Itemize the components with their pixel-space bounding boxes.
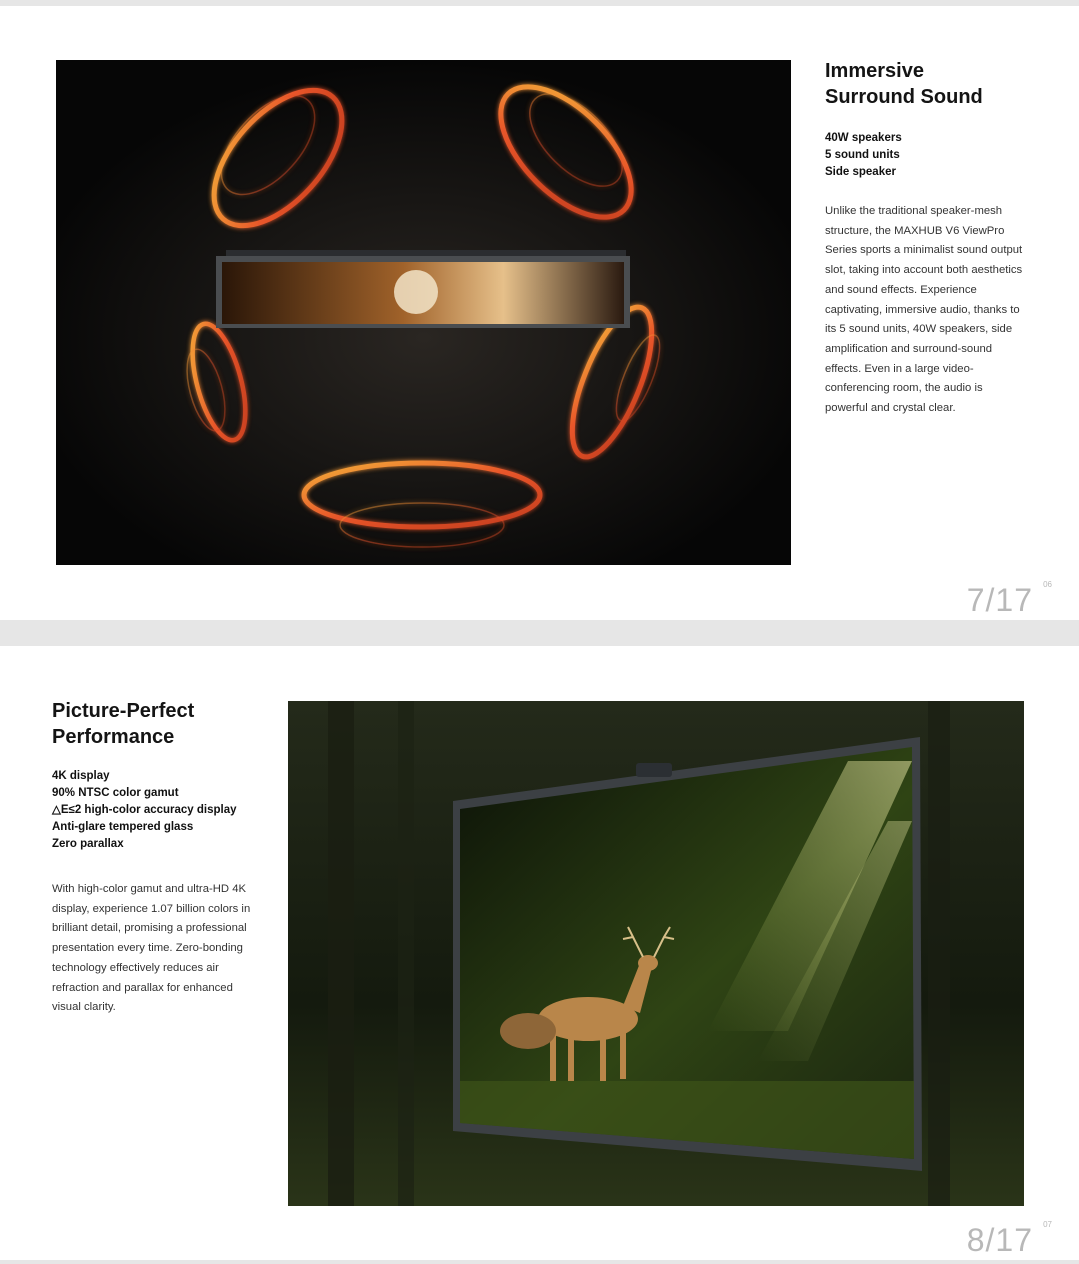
- page-number: 8/17: [966, 1222, 1033, 1258]
- section-title: [52, 698, 282, 750]
- page-code: 07: [1043, 1220, 1052, 1229]
- body-paragraph: Unlike the traditional speaker-mesh structure, the MAXHUB V6 ViewPro Series sports a minimalist sound output slot, taking into account both aesthetics and sound effects. Experience captivating, immersive audio, thanks to its 5 sound units, 40W speakers, side amplification and surround-sound effects. Even in a large video-conferencing room, the audio is powerful and crystal clear.: [825, 205, 1023, 415]
- speaker-sound-rings-image: [56, 60, 791, 565]
- feature-item: 40W speakers: [825, 132, 902, 144]
- feature-list: [825, 130, 902, 181]
- feature-item: 4K display: [52, 770, 110, 782]
- page-code: 06: [1043, 580, 1052, 589]
- title-line: Immersive: [825, 60, 924, 82]
- feature-list: [52, 768, 237, 853]
- feature-item: Anti-glare tempered glass: [52, 821, 194, 833]
- page-number: 7/17: [966, 582, 1033, 618]
- feature-item: Zero parallax: [52, 838, 124, 850]
- section-title: [825, 58, 1055, 110]
- feature-item: Side speaker: [825, 166, 896, 178]
- display-deer-forest-image: [288, 701, 1024, 1206]
- feature-item: 90% NTSC color gamut: [52, 787, 179, 799]
- feature-item: △E≤2 high-color accuracy display: [52, 804, 237, 816]
- title-line: Performance: [52, 726, 175, 748]
- feature-item: 5 sound units: [825, 149, 900, 161]
- document-page-7: [0, 6, 1079, 620]
- title-line: Picture-Perfect: [52, 700, 195, 722]
- body-paragraph: With high-color gamut and ultra-HD 4K display, experience 1.07 billion colors in brilliant detail, promising a professional presentation every time. Zero-bonding technology effectively reduces air refraction and parallax for enhanced visual clarity.: [52, 883, 251, 1014]
- document-page-8: [0, 646, 1079, 1260]
- title-line: Surround Sound: [825, 86, 983, 108]
